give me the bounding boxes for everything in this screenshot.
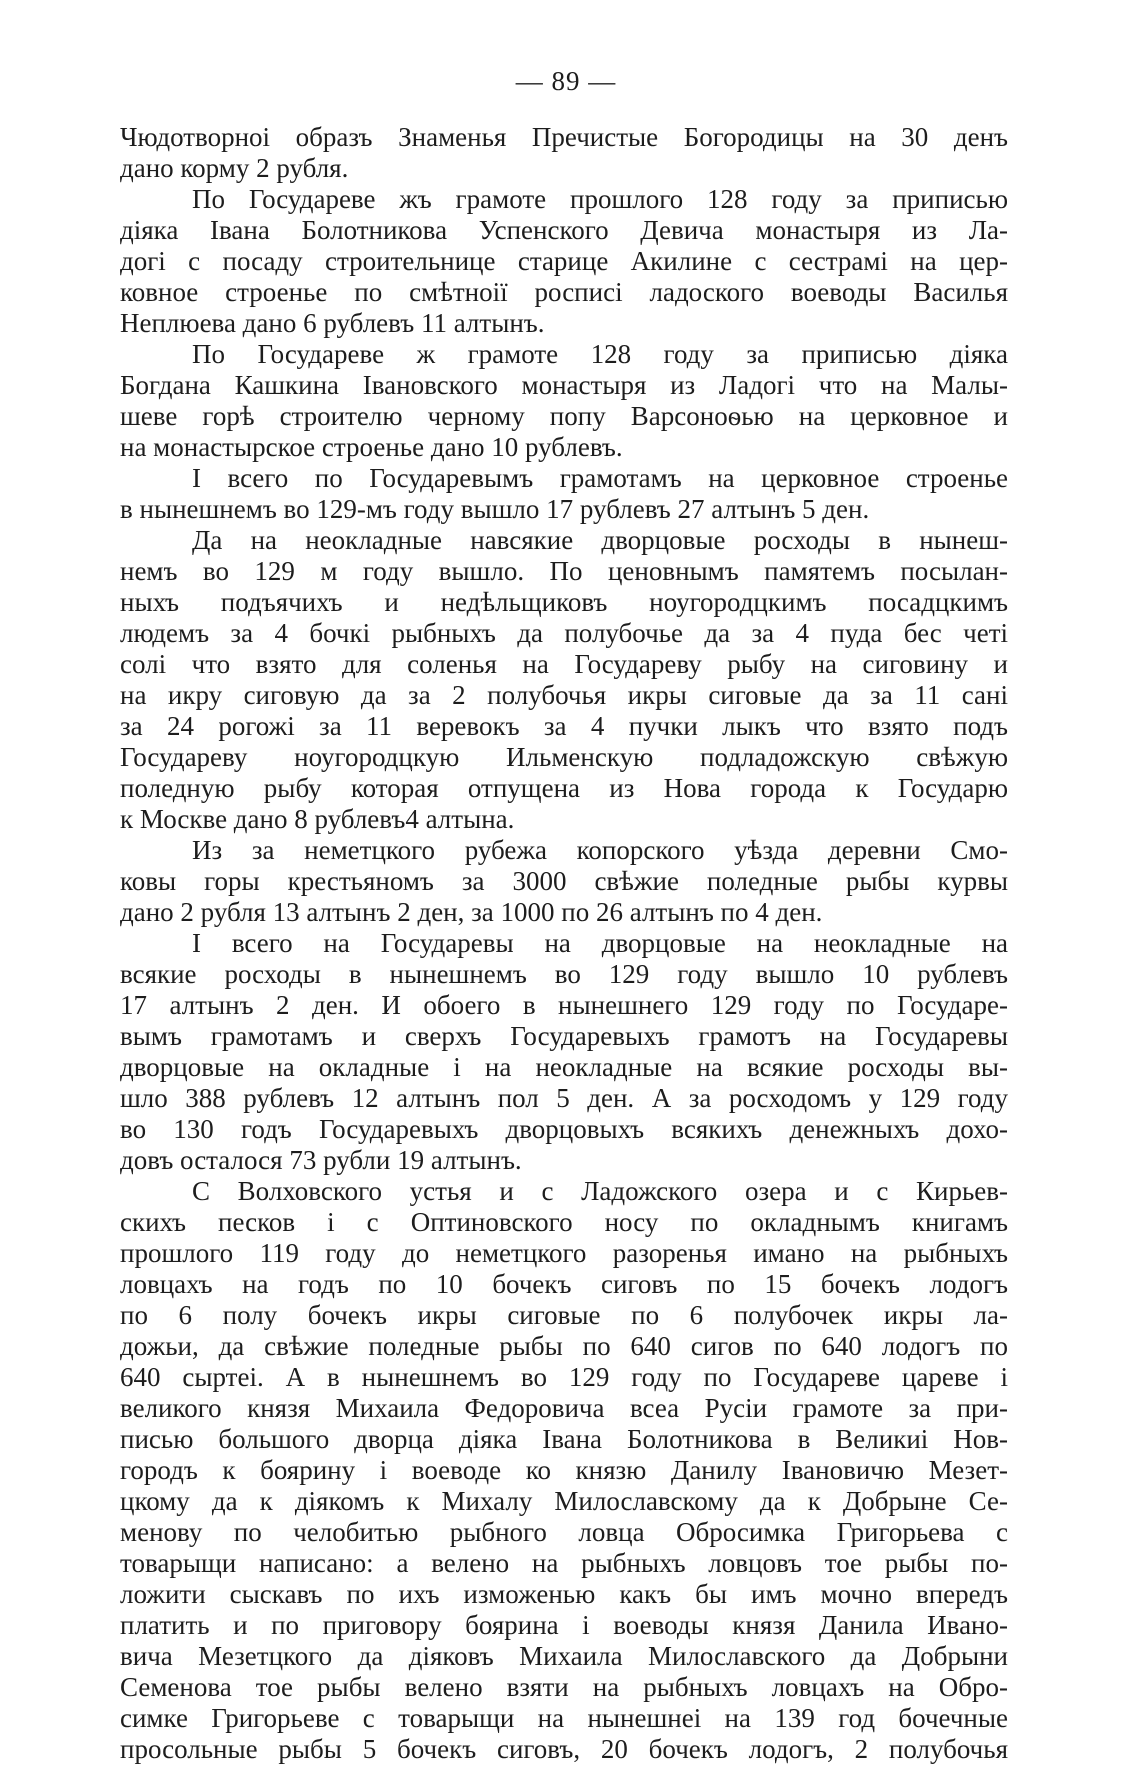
text-line: шло 388 рублевъ 12 алтынъ пол 5 ден. А за росходомъ у 129 году (120, 1083, 1008, 1113)
text-line: ловцахъ на годъ по 10 бочекъ сиговъ по 15 бочекъ лодогъ (120, 1269, 1008, 1299)
text-line: цкому да к діякомъ к Михалу Милославскому да к Добрыне Се- (120, 1486, 1008, 1516)
text-line: дано 2 рубля 13 алтынъ 2 ден, за 1000 по 26 алтынъ по 4 ден. (120, 897, 823, 927)
text-line: солі что взято для соленья на Государеву рыбу на сиговину и (120, 649, 1008, 679)
text-line: догі с посаду строительнице старице Акилине с сестрамі на цер- (120, 246, 1008, 276)
text-line: ковы горы крестьяномъ за 3000 свѣжие поледные рыбы курвы (120, 866, 1008, 896)
text-line: дожьи, да свѣжие поледные рыбы по 640 сигов по 640 лодогъ по (120, 1331, 1008, 1361)
text-line: Семенова тое рыбы велено взяти на рыбныхъ ловцахъ на Обро- (120, 1672, 1008, 1702)
text-line: всякие росходы в нынешнемъ во 129 году вышло 10 рублевъ (120, 959, 1008, 989)
text-line: І всего на Государевы на дворцовые на неокладные на (192, 928, 1008, 958)
text-line: менову по челобитью рыбного ловца Обросимка Григорьева с (120, 1517, 1008, 1547)
text-line: довъ осталося 73 рубли 19 алтынъ. (120, 1145, 522, 1175)
text-line: Неплюева дано 6 рублевъ 11 алтынъ. (120, 308, 545, 338)
text-line: 640 сыртеі. А в нынешнемъ во 129 году по Государеве царевe і (120, 1362, 1008, 1392)
text-line: платить и по приговору боярина і воеводы князя Данила Ивано- (120, 1610, 1008, 1640)
text-line: 17 алтынъ 2 ден. И обоего в нынешнего 129 году по Государе- (120, 990, 1008, 1020)
text-line: к Москве дано 8 рублевъ4 алтына. (120, 804, 515, 834)
text-line: По Государеве жъ грамоте прошлого 128 году за приписью (192, 184, 1008, 214)
text-line: по 6 полу бочекъ икры сиговые по 6 полубочек икры ла- (120, 1300, 1008, 1330)
text-line: ложити сыскавъ по ихъ изможенью какъ бы имъ мочно впередъ (120, 1579, 1008, 1609)
text-line: Да на неокладные навсякие дворцовые росходы в нынеш- (192, 525, 1008, 555)
text-line: в нынешнемъ во 129-мъ году вышло 17 рублевъ 27 алтынъ 5 ден. (120, 494, 870, 524)
text-line: за 24 рогожі за 11 веревокъ за 4 пучки лыкъ что взято подъ (120, 711, 1008, 741)
text-line: людемъ за 4 бочкі рыбныхъ да полубочье да за 4 пуда бес четі (120, 618, 1008, 648)
body-text (120, 122, 1008, 1765)
text-line: Богдана Кашкина Івановского монастыря из Ладогі что на Малы- (120, 370, 1008, 400)
text-line: прошлого 119 году до неметцкого разоренья имано на рыбныхъ (120, 1238, 1008, 1268)
text-line: І всего по Государевымъ грамотамъ на церковное строенье (192, 463, 1008, 493)
text-line: діяка Івана Болотникова Успенского Девича монастыря из Ла- (120, 215, 1008, 245)
text-line: городъ к боярину і воеводе ко князю Данилу Івановичю Мезет- (120, 1455, 1008, 1485)
text-line: Государеву ноугородцкую Ильменскую подладожскую свѣжую (120, 742, 1008, 772)
text-line: дворцовые на окладные і на неокладные на всякие росходы вы- (120, 1052, 1008, 1082)
text-line: вымъ грамотамъ и сверхъ Государевыхъ грамотъ на Государевы (120, 1021, 1008, 1051)
text-line: Из за неметцкого рубежа копорского уѣзда деревни Смо- (192, 835, 1008, 865)
text-line: товарыщи написано: а велено на рыбныхъ ловцовъ тое рыбы по- (120, 1548, 1008, 1578)
text-line: По Государеве ж грамоте 128 году за приписью діяка (192, 339, 1008, 369)
text-line: С Волховского устья и с Ладожского озера и с Кирьев- (192, 1176, 1008, 1206)
text-line: во 130 годъ Государевыхъ дворцовыхъ всякихъ денежныхъ дохо- (120, 1114, 1008, 1144)
text-line: скихъ песков і с Оптиновского носу по окладнымъ книгамъ (120, 1207, 1008, 1237)
text-line: Чюдотворноі образъ Знаменья Пречистые Богородицы на 30 денъ (120, 122, 1008, 152)
text-line: симке Григорьеве с товарыщи на нынешнеі на 139 год бочечные (120, 1703, 1008, 1733)
text-line: шеве горѣ строителю черному попу Варсоноѳью на церковное и (120, 401, 1008, 431)
text-line: немъ во 129 м году вышло. По ценовнымъ памятемъ посылан- (120, 556, 1008, 586)
text-line: дано корму 2 рубля. (120, 153, 349, 183)
text-line: на икру сиговую да за 2 полубочья икры сиговые да за 11 сані (120, 680, 1008, 710)
text-line: на монастырское строенье дано 10 рублевъ. (120, 432, 623, 462)
text-line: просольные рыбы 5 бочекъ сиговъ, 20 бочекъ лодогъ, 2 полубочья (120, 1734, 1008, 1764)
text-line: поледную рыбу которая отпущена из Нова города к Государю (120, 773, 1008, 803)
text-line: вича Мезетцкого да діяковъ Михаила Милославского да Добрыни (120, 1641, 1008, 1671)
text-line: великого князя Михаила Федоровича всеа Русіи грамоте за при- (120, 1393, 1008, 1423)
text-line: писью большого дворца діяка Івана Болотникова в Великиі Нов- (120, 1424, 1008, 1454)
page-number: — 89 — (515, 66, 617, 96)
text-line: ныхъ подъячихъ и недѣльщиковъ ноугородцкимъ посадцкимъ (120, 587, 1008, 617)
text-line: ковное строенье по смѣтноії росписі ладоского воеводы Василья (120, 277, 1008, 307)
